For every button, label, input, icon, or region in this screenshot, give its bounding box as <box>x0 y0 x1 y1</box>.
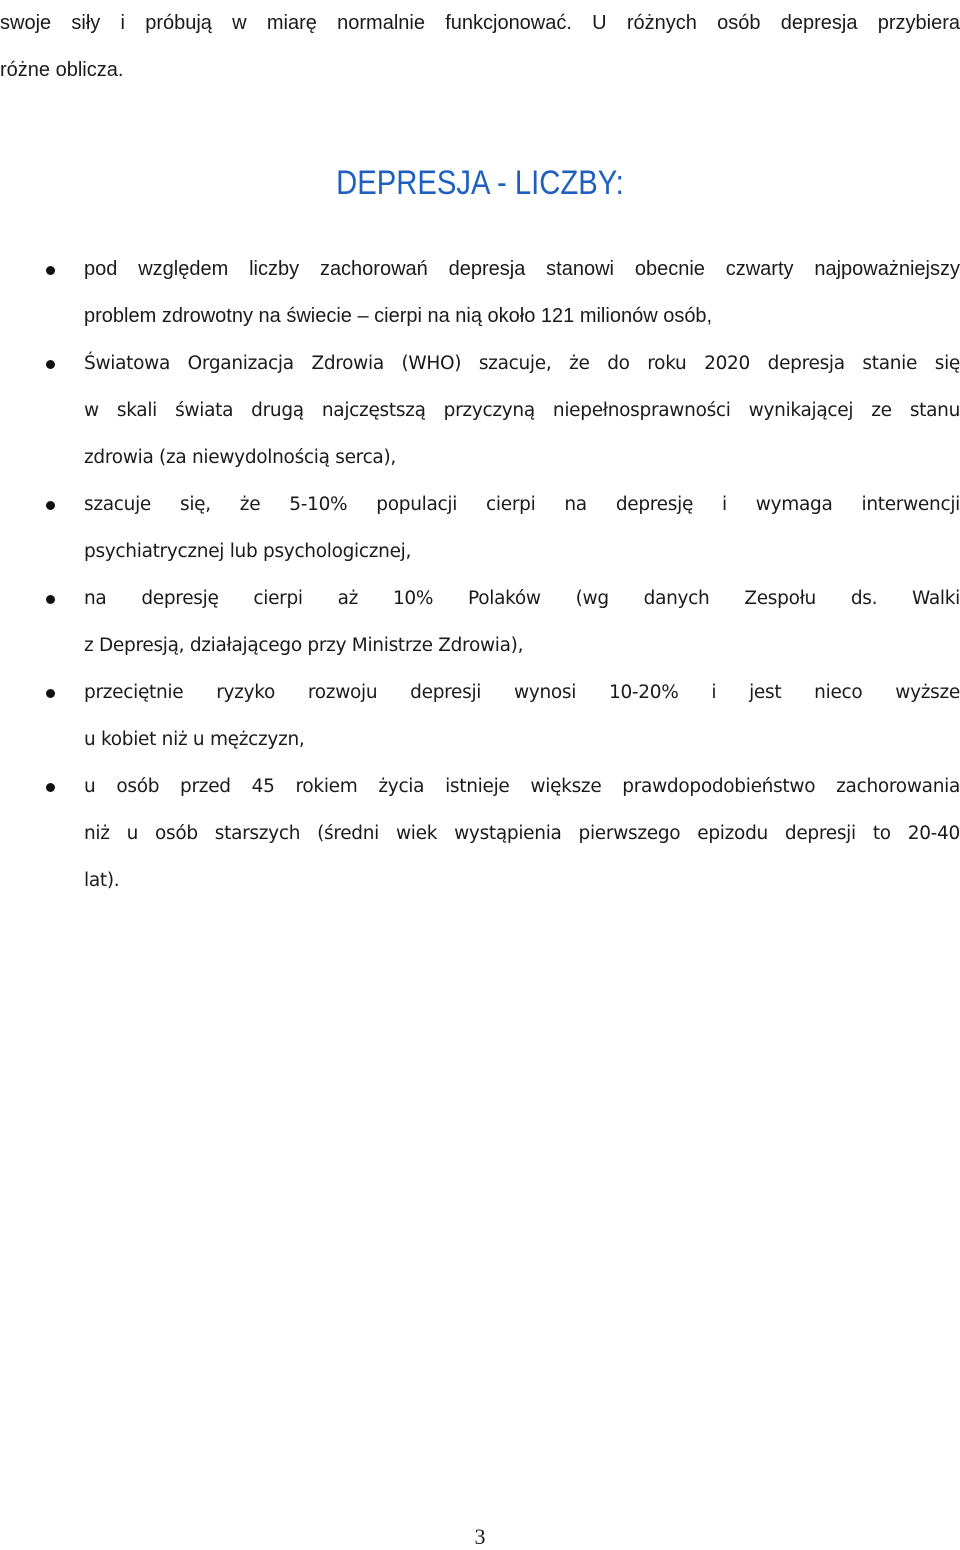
intro-line: różne oblicza. <box>0 59 124 81</box>
list-item-line: z Depresją, działającego przy Ministrze Zdrowia), <box>84 635 524 656</box>
list-item-line: przeciętnie ryzyko rozwoju depresji wynosi 10-20% i jest nieco wyższe <box>84 682 960 703</box>
intro-paragraph <box>0 0 960 94</box>
list-item-line: na depresję cierpi aż 10% Polaków (wg danych Zespołu ds. Walki <box>84 588 960 609</box>
list-item-line: niż u osób starszych (średni wiek wystąpienia pierwszego epizodu depresji to 20-40 <box>84 823 960 844</box>
facts-list <box>0 246 960 904</box>
list-item-line: w skali świata drugą najczęstszą przyczyną niepełnosprawności wynikającej ze stanu <box>84 400 960 421</box>
list-item-line: psychiatrycznej lub psychologicznej, <box>84 541 412 562</box>
list-item <box>0 669 960 763</box>
list-item-line: u osób przed 45 rokiem życia istnieje większe prawdopodobieństwo zachorowania <box>84 776 960 797</box>
section-heading: DEPRESJA - LICZBY: <box>336 164 624 202</box>
list-item-line: szacuje się, że 5-10% populacji cierpi na depresję i wymaga interwencji <box>84 494 960 515</box>
list-item <box>0 575 960 669</box>
list-item-line: problem zdrowotny na świecie – cierpi na nią około 121 milionów osób, <box>84 305 713 327</box>
bullet-icon <box>46 501 55 510</box>
bullet-icon <box>46 689 55 698</box>
list-item <box>0 763 960 904</box>
bullet-icon <box>46 595 55 604</box>
list-item <box>0 481 960 575</box>
bullet-icon <box>46 783 55 792</box>
bullet-icon <box>46 266 55 275</box>
list-item-line: u kobiet niż u mężczyzn, <box>84 729 305 750</box>
list-item-line: pod względem liczby zachorowań depresja stanowi obecnie czwarty najpoważniejszy <box>84 258 960 280</box>
list-item-line: lat). <box>84 870 120 891</box>
intro-line: swoje siły i próbują w miarę normalnie funkcjonować. U różnych osób depresja przybiera <box>0 12 960 34</box>
page-number: 3 <box>474 1524 486 1549</box>
list-item-line: zdrowia (za niewydolnością serca), <box>84 447 396 468</box>
list-item <box>0 340 960 481</box>
list-item <box>0 246 960 340</box>
list-item-line: Światowa Organizacja Zdrowia (WHO) szacuje, że do roku 2020 depresja stanie się <box>84 353 960 374</box>
bullet-icon <box>46 360 55 369</box>
